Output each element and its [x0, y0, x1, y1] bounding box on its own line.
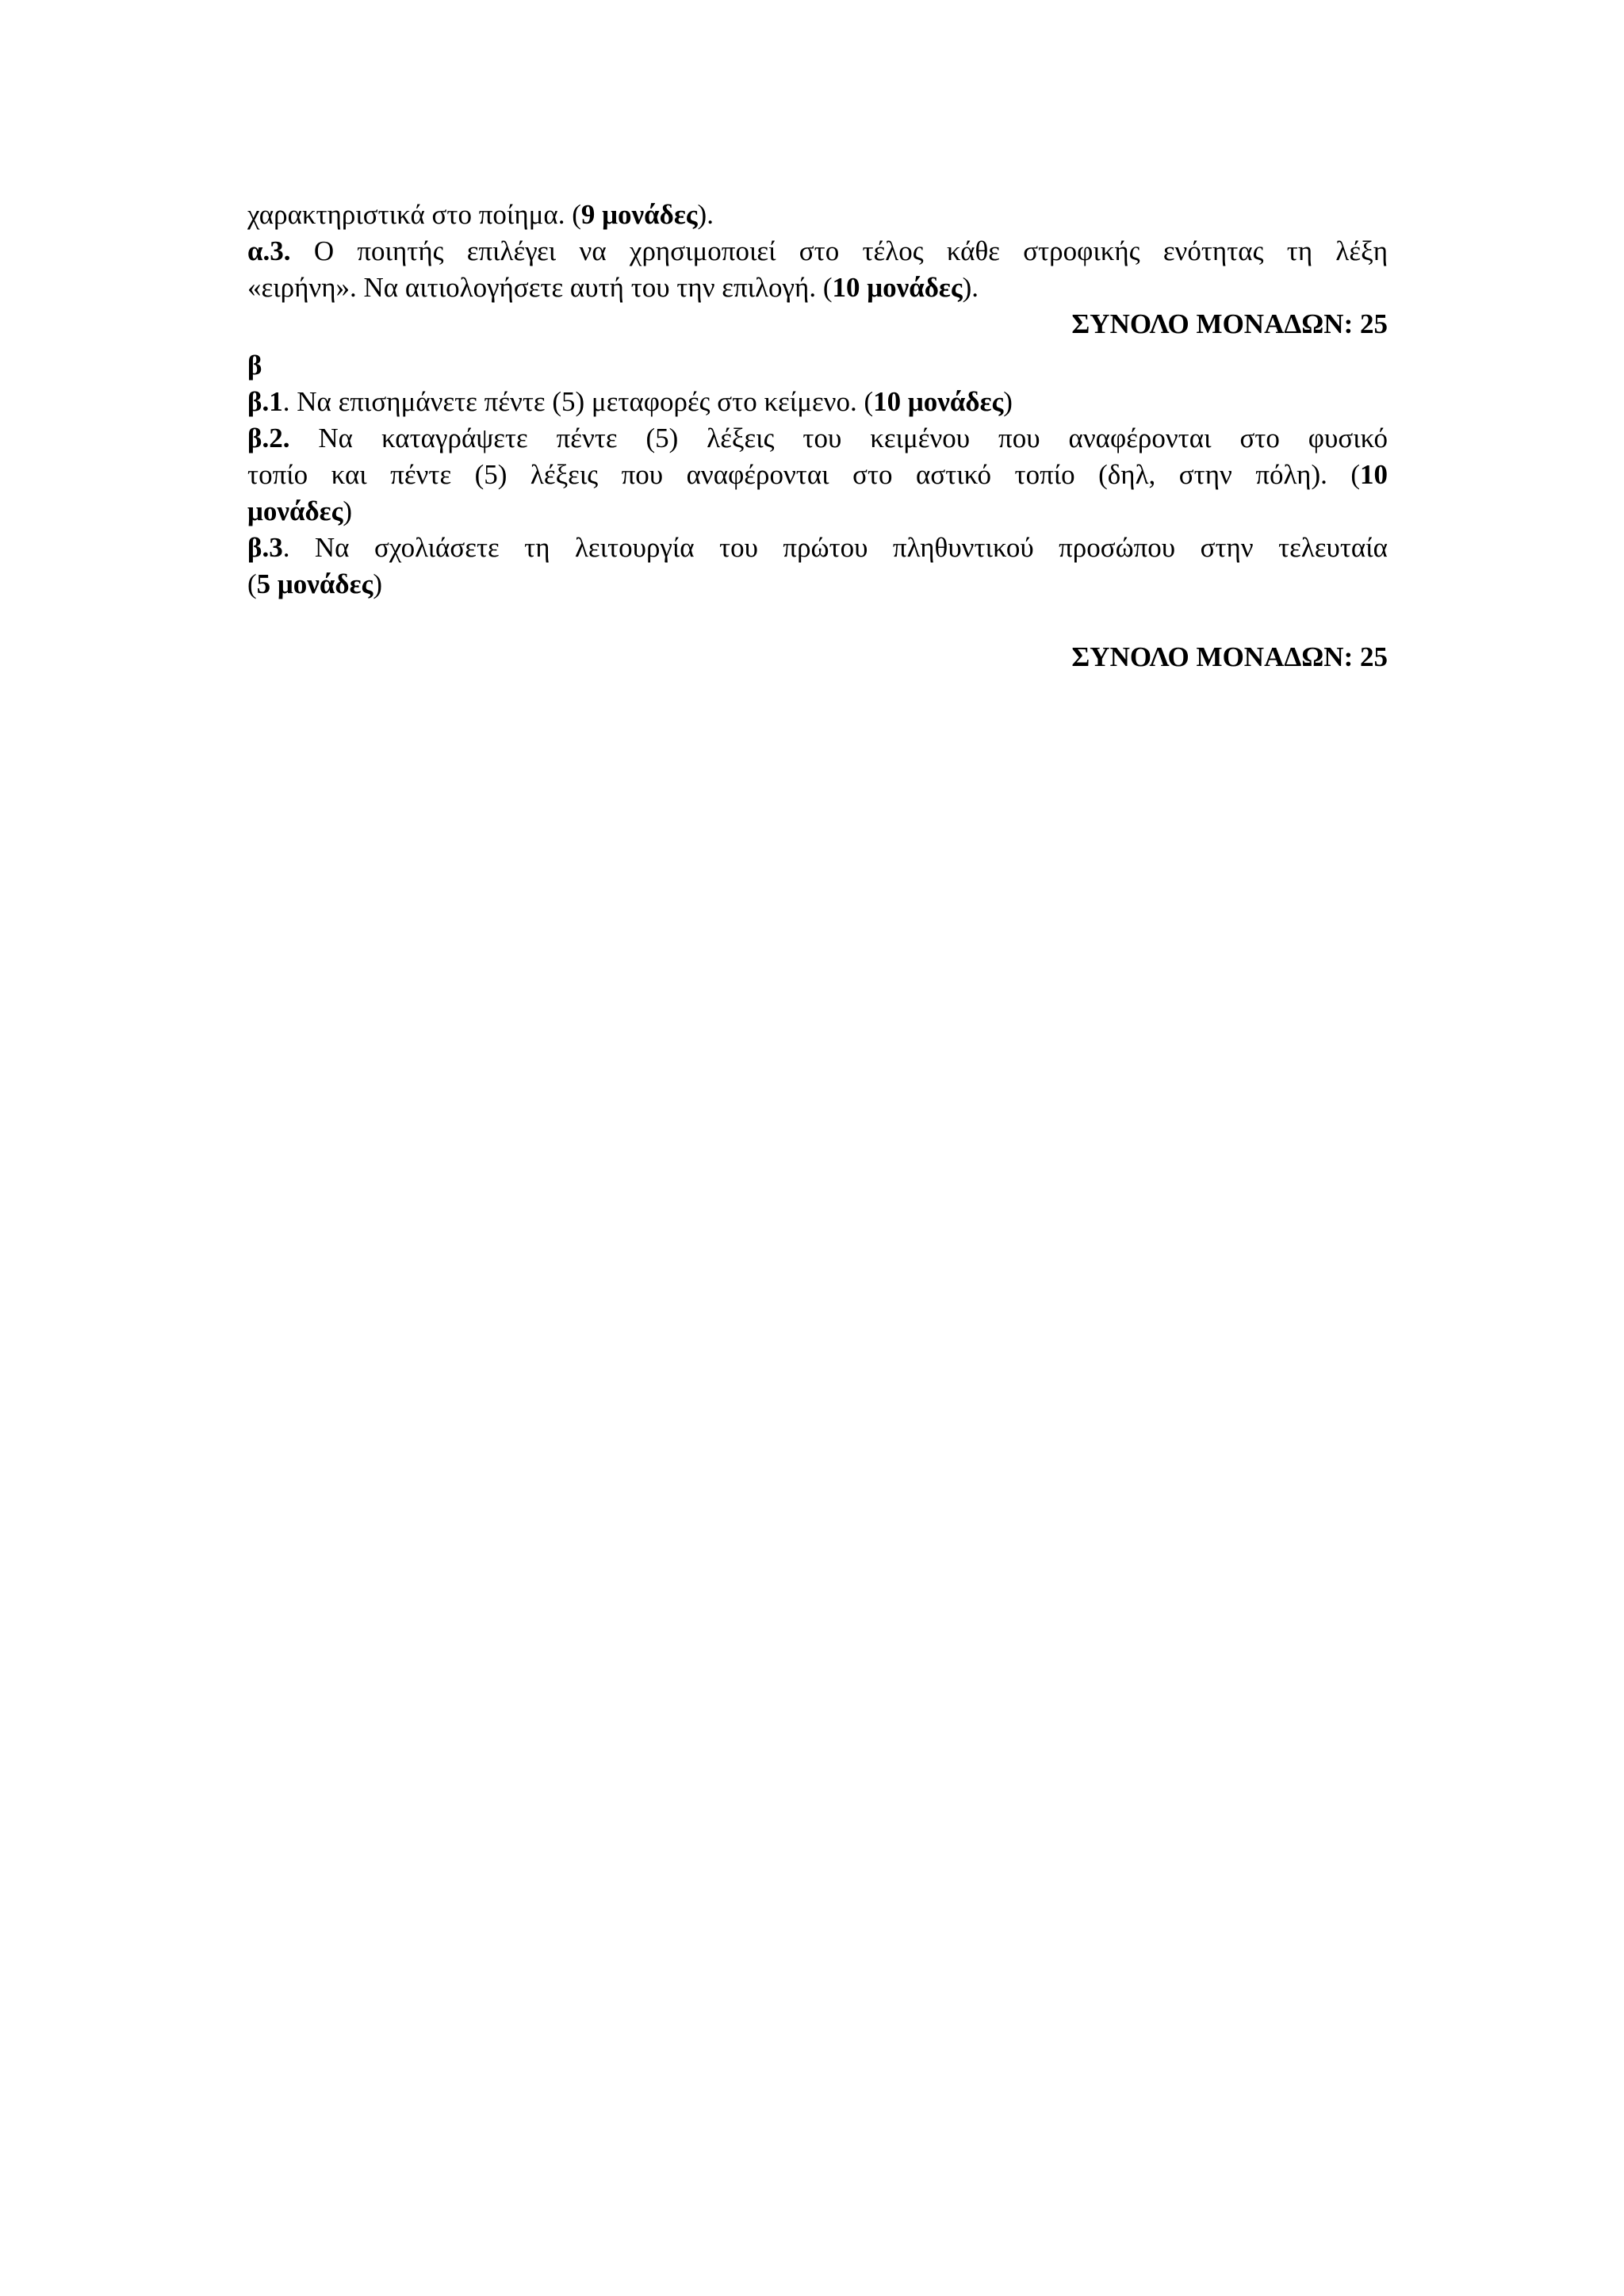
points-bold: μονάδες — [247, 496, 343, 526]
question-b1 — [247, 384, 1388, 420]
document-page — [247, 197, 1388, 675]
question-b3-line1 — [247, 530, 1388, 566]
points-bold: 9 μονάδες — [580, 199, 698, 230]
paragraph-a2-end — [247, 197, 1388, 233]
points-bold: 5 μονάδες — [256, 568, 373, 599]
points-bold: 10 μονάδες — [832, 272, 963, 303]
text: . Να σχολιάσετε τη λειτουργία του πρώτου πληθυντικού προσώπου στην τελευταία — [282, 532, 1388, 563]
question-label: α.3. — [247, 235, 291, 266]
question-label: β.1 — [247, 386, 283, 417]
question-b2-line3 — [247, 493, 1388, 530]
total-text: ΣΥΝΟΛΟ ΜΟΝΑΔΩΝ: 25 — [1071, 641, 1388, 672]
text: ) — [1003, 386, 1013, 417]
question-label: β.3 — [247, 532, 283, 563]
text: «ειρήνη». Να αιτιολογήσετε αυτή του την επιλογή. ( — [247, 272, 833, 303]
question-a3-line1 — [247, 233, 1388, 270]
total-points-1 — [247, 306, 1388, 342]
text: τοπίο και πέντε (5) λέξεις που αναφέρονται στο αστικό τοπίο (δηλ, στην πόλη). ( — [247, 459, 1360, 490]
text: Ο ποιητής επιλέγει να χρησιμοποιεί στο τέλος κάθε στροφικής ενότητας τη λέξη — [290, 235, 1388, 266]
text: Να καταγράψετε πέντε (5) λέξεις του κειμένου που αναφέρονται στο φυσικό — [289, 423, 1388, 453]
text: ) — [343, 496, 353, 526]
total-text: ΣΥΝΟΛΟ ΜΟΝΑΔΩΝ: 25 — [1071, 308, 1388, 339]
question-b3-line2 — [247, 566, 1388, 603]
question-b2-line1 — [247, 420, 1388, 457]
text: ). — [697, 199, 714, 230]
points-bold: 10 μονάδες — [873, 386, 1004, 417]
text: χαρακτηριστικά στο ποίημα. ( — [247, 199, 581, 230]
section-label: β — [247, 350, 262, 381]
section-b-heading — [247, 347, 1388, 384]
points-bold: 10 — [1360, 459, 1388, 490]
text: ). — [962, 272, 979, 303]
text: ( — [247, 568, 257, 599]
question-b2-line2 — [247, 457, 1388, 493]
total-points-2 — [247, 639, 1388, 675]
question-label: β.2. — [247, 423, 290, 453]
text: ) — [373, 568, 382, 599]
question-a3-line2 — [247, 270, 1388, 306]
text: . Να επισημάνετε πέντε (5) μεταφορές στο κείμενο. ( — [282, 386, 874, 417]
